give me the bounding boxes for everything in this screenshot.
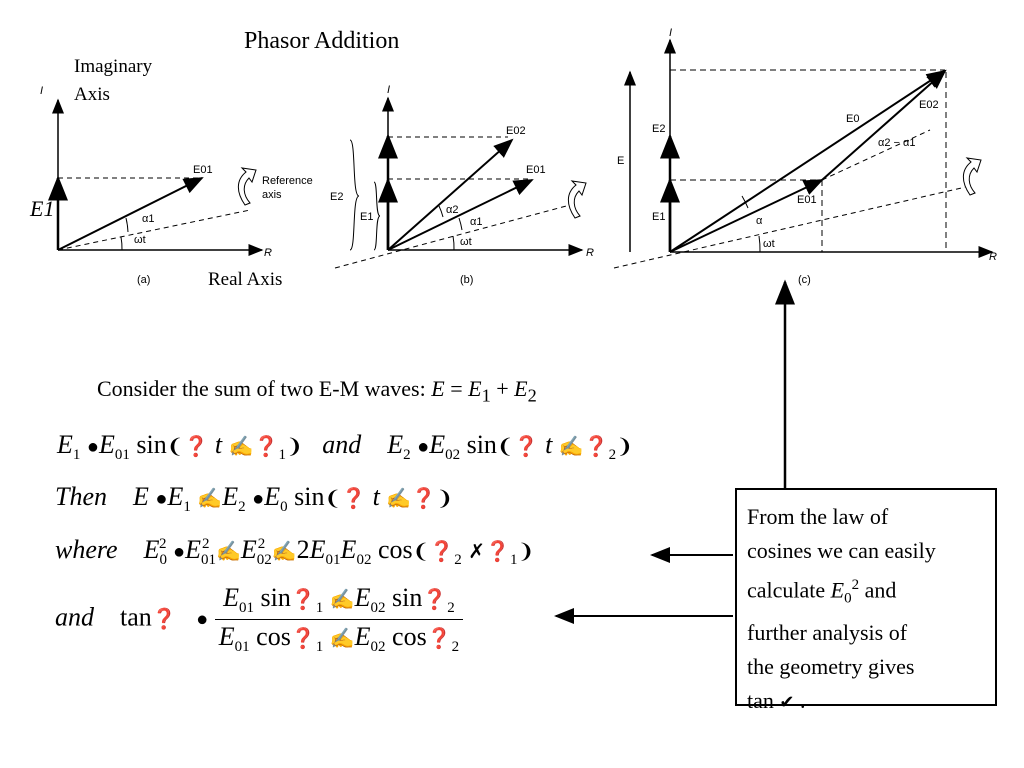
fig-c-i-label: I bbox=[669, 27, 673, 39]
real-axis-label: Real Axis bbox=[208, 269, 283, 290]
fig-c-r-label: R bbox=[989, 251, 997, 263]
fig-c-reference-axis bbox=[614, 186, 970, 268]
check-icon: ✔ bbox=[779, 691, 795, 712]
fig-c-omega-label: ωt bbox=[763, 238, 775, 250]
fig-c-alpha-diff-label: α2 − α1 bbox=[878, 137, 916, 149]
fig-b-e2-brace bbox=[350, 140, 359, 250]
fig-a-caption: (a) bbox=[137, 274, 151, 286]
fig-b-alpha2-label: α2 bbox=[446, 204, 459, 216]
fig-b-e01-label: E01 bbox=[526, 164, 546, 176]
fig-b-e1-label: E1 bbox=[360, 211, 374, 223]
fig-c-e01-label: E01 bbox=[797, 194, 817, 206]
sum-sentence: Consider the sum of two E-M waves: $E = E_1 + E_2$ bbox=[97, 376, 537, 406]
imaginary-axis-label: Imaginary bbox=[74, 56, 153, 77]
fig-c-e-label: E bbox=[617, 155, 625, 167]
fig-a-e01-label: E01 bbox=[193, 164, 213, 176]
fig-b-omega-label: ωt bbox=[460, 236, 472, 248]
note-box: From the law of cosines we can easily calculate $E_0^2$ and further analysis of the geometry gives tan ✔ . bbox=[735, 488, 997, 706]
fig-a-e01-vector bbox=[58, 178, 202, 250]
fig-a-ref-label-2: axis bbox=[262, 189, 282, 201]
fig-a-e1-label: E1 bbox=[30, 196, 55, 221]
fig-b-e1-brace bbox=[374, 182, 380, 250]
fig-c-alpha-label: α bbox=[756, 215, 763, 227]
fig-b-e2-label: E2 bbox=[330, 191, 344, 203]
tan-fraction: $\frac{E_{01} \sin❓_1 ✍E_{02} \sin❓_2}{E_{01} \cos❓_1 ✍E_{02} \cos❓_2}$ bbox=[215, 583, 463, 656]
fig-c-rotation-arrow bbox=[963, 158, 981, 195]
equation-where: where $E_0^2$ $●E_{01}^2$ $✍E_{02}^2$ $✍2E_{01}E_{02}$ $\cos❨❓_2$ $✗❓_1❩$ bbox=[55, 535, 535, 569]
fig-c-e0-vector bbox=[670, 71, 945, 252]
fig-c-e02-label: E02 bbox=[919, 99, 939, 111]
fig-a-rotation-arrow bbox=[238, 168, 256, 205]
fig-a-alpha-label: α1 bbox=[142, 213, 155, 225]
figure-b bbox=[330, 84, 594, 286]
fig-a-omega-label: ωt bbox=[134, 234, 146, 246]
fig-b-e02-label: E02 bbox=[506, 125, 526, 137]
equation-then: Then E $●E_1$ $✍E_2$ $●E_0$ sin❨❓ t ✍❓❩ bbox=[55, 482, 453, 516]
equation-waves: $E_1$ $●E_{01}$ sin❨❓ t $✍❓_1❩$ and $E_2$ $●E_{02}$ sin❨❓ t $✍❓_2❩$ bbox=[57, 430, 633, 464]
fig-c-e2-label: E2 bbox=[652, 123, 666, 135]
fig-a-ref-label: Reference bbox=[262, 175, 313, 187]
equation-tan: and tan❓ ● $\frac{E_{01} \sin❓_1 ✍E_{02} \sin❓_2}{E_{01} \cos❓_1 ✍E_{02} \cos❓_2}$ bbox=[55, 583, 463, 656]
fig-c-caption: (c) bbox=[798, 274, 811, 286]
page-title: Phasor Addition bbox=[244, 28, 400, 54]
fig-b-caption: (b) bbox=[460, 274, 474, 286]
fig-b-rotation-arrow bbox=[568, 181, 586, 218]
figure-a bbox=[29, 85, 313, 286]
figure-c bbox=[614, 27, 997, 286]
fig-b-i-label: I bbox=[387, 84, 391, 96]
fig-c-e0-label: E0 bbox=[846, 113, 860, 125]
fig-a-i-label: I bbox=[40, 85, 44, 97]
fig-b-e02-vector bbox=[388, 140, 512, 250]
fig-b-r-label: R bbox=[586, 247, 594, 259]
fig-c-e02-vector bbox=[822, 71, 945, 180]
fig-c-e01-vector bbox=[670, 180, 822, 252]
fig-c-e1-label: E1 bbox=[652, 211, 666, 223]
fig-b-alpha1-label: α1 bbox=[470, 216, 483, 228]
imaginary-axis-label-2: Axis bbox=[74, 84, 110, 105]
fig-a-r-label: R bbox=[264, 247, 272, 259]
